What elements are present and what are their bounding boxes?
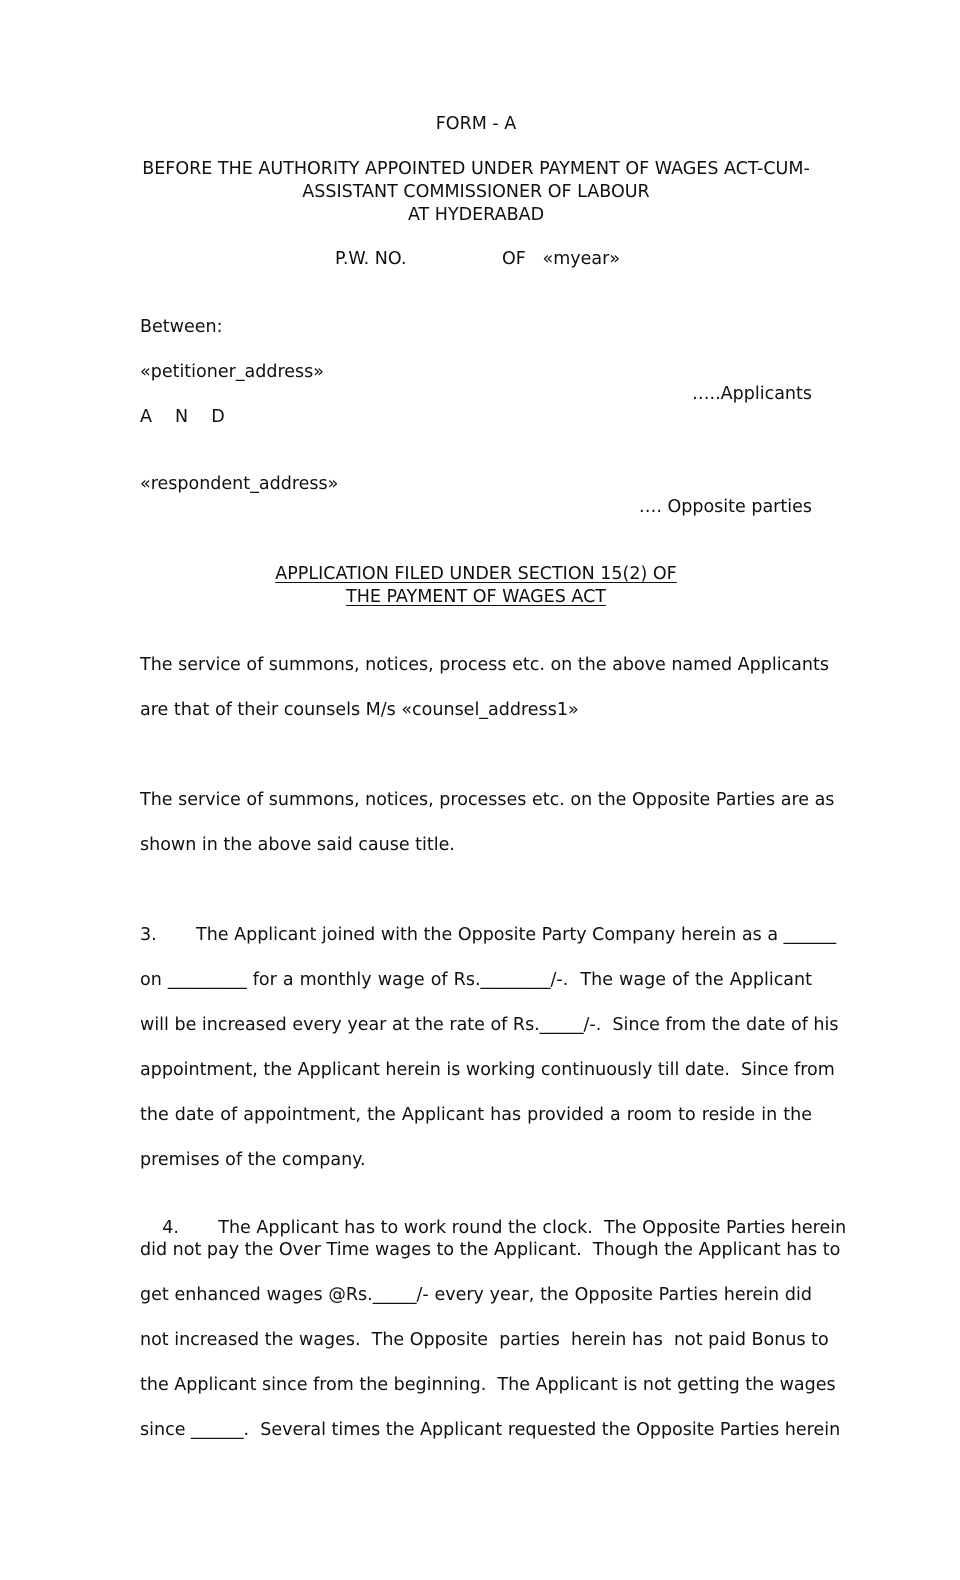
authority-line-3: AT HYDERABAD [407, 205, 545, 225]
para4-line-5: the Applicant since from the beginning. The Applicant is not getting the wages [140, 1375, 836, 1395]
form-title: FORM - A [435, 114, 517, 134]
para4-number: 4. [162, 1218, 179, 1238]
para3-line-4: appointment, the Applicant herein is working continuously till date. Since from [140, 1060, 835, 1080]
para3-line-1-text: The Applicant joined with the Opposite Party Company herein as a ______ [196, 925, 837, 945]
document-page [140, 0, 847, 1580]
petitioner-address: «petitioner_address» [140, 362, 324, 382]
pw-no-label: P.W. NO. [335, 249, 407, 269]
application-heading-line-2 [140, 586, 812, 609]
para3-number: 3. [140, 925, 157, 945]
para4-line-6: since ______. Several times the Applicant requested the Opposite Parties herein [140, 1420, 841, 1440]
authority-line-2: ASSISTANT COMMISSIONER OF LABOUR [302, 182, 650, 202]
para1-line-2: are that of their counsels M/s «counsel_address1» [140, 700, 579, 720]
para4-line-4: not increased the wages. The Opposite parties herein has not paid Bonus to [140, 1330, 829, 1350]
pw-of-year: OF «myear» [502, 249, 621, 269]
and-separator: A N D [140, 407, 234, 427]
para3-line-1 [140, 924, 837, 947]
para1-line-1: The service of summons, notices, process etc. on the above named Applicants [140, 655, 829, 675]
opposite-parties-label: …. Opposite parties [638, 497, 812, 517]
para2-line-2: shown in the above said cause title. [140, 835, 455, 855]
para4-line-1-text: The Applicant has to work round the clock. The Opposite Parties herein [218, 1218, 847, 1238]
applicants-label: …..Applicants [692, 384, 812, 404]
para4-line-3: get enhanced wages @Rs._____/- every year, the Opposite Parties herein did [140, 1285, 812, 1305]
para4-line-2: did not pay the Over Time wages to the Applicant. Though the Applicant has to [140, 1240, 841, 1260]
para3-line-2: on _________ for a monthly wage of Rs.________/-. The wage of the Applicant [140, 970, 812, 990]
heading-text-2: THE PAYMENT OF WAGES ACT [346, 587, 606, 607]
heading-text-1: APPLICATION FILED UNDER SECTION 15(2) OF [275, 564, 677, 584]
para3-line-6: premises of the company. [140, 1150, 366, 1170]
para3-line-5: the date of appointment, the Applicant has provided a room to reside in the [140, 1105, 812, 1125]
authority-line-1: BEFORE THE AUTHORITY APPOINTED UNDER PAYMENT OF WAGES ACT-CUM- [142, 159, 810, 179]
para3-line-3: will be increased every year at the rate of Rs._____/-. Since from the date of his [140, 1015, 839, 1035]
respondent-address: «respondent_address» [140, 474, 339, 494]
para2-line-1: The service of summons, notices, processes etc. on the Opposite Parties are as [140, 790, 835, 810]
application-heading-line-1 [140, 563, 812, 586]
between-label: Between: [140, 317, 223, 337]
